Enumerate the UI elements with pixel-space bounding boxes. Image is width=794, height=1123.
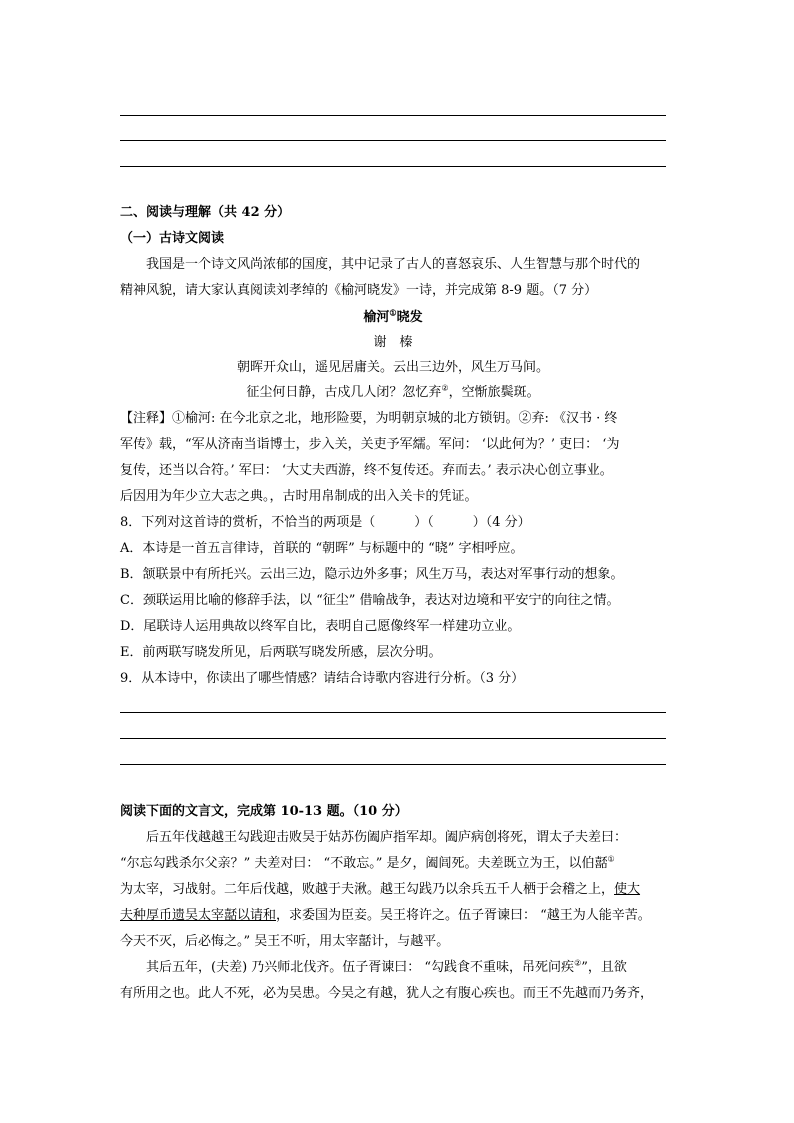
classical-text-line: 其后五年，(夫差) 乃兴师北伐齐。伍子胥谏曰： “勾践食不重味，吊死问疾②”，且欲 (146, 958, 627, 975)
question-8-stem: 8．下列对这首诗的赏析，不恰当的两项是（ ）（ ）（4 分） (120, 515, 531, 530)
answer-line (120, 764, 666, 765)
underlined-sentence: 夫种厚币遗吴太宰嚭以请和 (120, 908, 277, 923)
answer-line (120, 115, 666, 116)
classical-text-line: 今天不灭，后必悔之。” 吴王不听，用太宰嚭计，与越平。 (120, 934, 450, 949)
classical-heading: 阅读下面的文言文，完成第 10-13 题。（10 分） (120, 804, 408, 819)
question-8-option-c: C．颈联运用比喻的修辞手法，以 “征尘” 借喻战争，表达对边境和平安宁的向往之情。 (120, 593, 620, 608)
subsection-title: （一）古诗文阅读 (120, 231, 225, 246)
poem-line: 朝晖开众山，遥见居庸关。云出三边外，风生万马间。 (236, 360, 549, 375)
section-title: 二、阅读与理解（共 42 分） (120, 205, 291, 220)
poem-author: 谢 榛 (373, 335, 413, 350)
answer-line (120, 166, 666, 167)
note-line: 复传，还当以合符。’ 军曰： ‘大丈夫西游，终不复传还。弃而去。’ 表示决心创立事业。 (120, 463, 613, 478)
classical-text-line: 夫种厚币遗吴太宰嚭以请和，求委国为臣妾。吴王将许之。伍子胥谏曰： “越王为人能辛苦。 (120, 908, 651, 923)
note-line: 【注释】①榆河: 在今北京之北，地形险要，为明朝京城的北方锁钥。②弃: 《汉书 · 终 (120, 411, 618, 426)
answer-line (120, 712, 666, 713)
poem-line: 征尘何日静，古戍几人闭？忽忆弃②，空惭旅鬓斑。 (246, 383, 540, 400)
classical-text-line: 为太宰，习战射。二年后伐越，败越于夫湫。越王勾践乃以余兵五千人栖于会稽之上，使大 (120, 882, 641, 897)
question-8-option-d: D．尾联诗人运用典故以终军自比，表明自己愿像终军一样建功立业。 (120, 619, 521, 634)
question-8-option-b: B．颔联景中有所托兴。云出三边，隐示边外多事；风生万马，表达对军事行动的想象。 (120, 567, 624, 582)
classical-text-line: “尔忘勾践杀尔父亲？” 夫差对曰： “不敢忘。” 是夕，阖闾死。夫差既立为王，以伯嚭① (120, 854, 615, 871)
note-line: 后因用为年少立大志之典。，古时用帛制成的出入关卡的凭证。 (120, 489, 478, 504)
question-8-option-e: E．前两联写晓发所见，后两联写晓发所感，层次分明。 (120, 645, 442, 660)
classical-text-line: 有所用之也。此人不死，必为吴患。今吴之有越，犹人之有腹心疾也。而王不先越而乃务齐， (120, 986, 654, 1001)
underlined-sentence: 使大 (614, 882, 641, 897)
answer-line (120, 140, 666, 141)
intro-paragraph-cont: 精神风貌，请大家认真阅读刘孝绰的《榆河晓发》一诗，并完成第 8-9 题。（7 分） (120, 283, 598, 298)
classical-text-line: 后五年伐越越王勾践迎击败吴于姑苏伤阖庐指军却。阖庐病创将死，谓太子夫差曰： (146, 830, 628, 845)
answer-line (120, 738, 666, 739)
intro-paragraph: 我国是一个诗文风尚浓郁的国度，其中记录了古人的喜怒哀乐、人生智慧与那个时代的 (146, 257, 641, 272)
question-8-option-a: A．本诗是一首五言律诗，首联的 “朝晖” 与标题中的 “晓” 字相呼应。 (120, 541, 524, 556)
poem-title: 榆河①晓发 (363, 307, 423, 325)
question-9-stem: 9．从本诗中，你读出了哪些情感？请结合诗歌内容进行分析。（3 分） (120, 671, 525, 686)
note-line: 军传》载，“军从济南当诣博士，步入关，关吏予军繻。军问： ‘以此何为？’ 吏曰： ‘为 (120, 437, 620, 452)
